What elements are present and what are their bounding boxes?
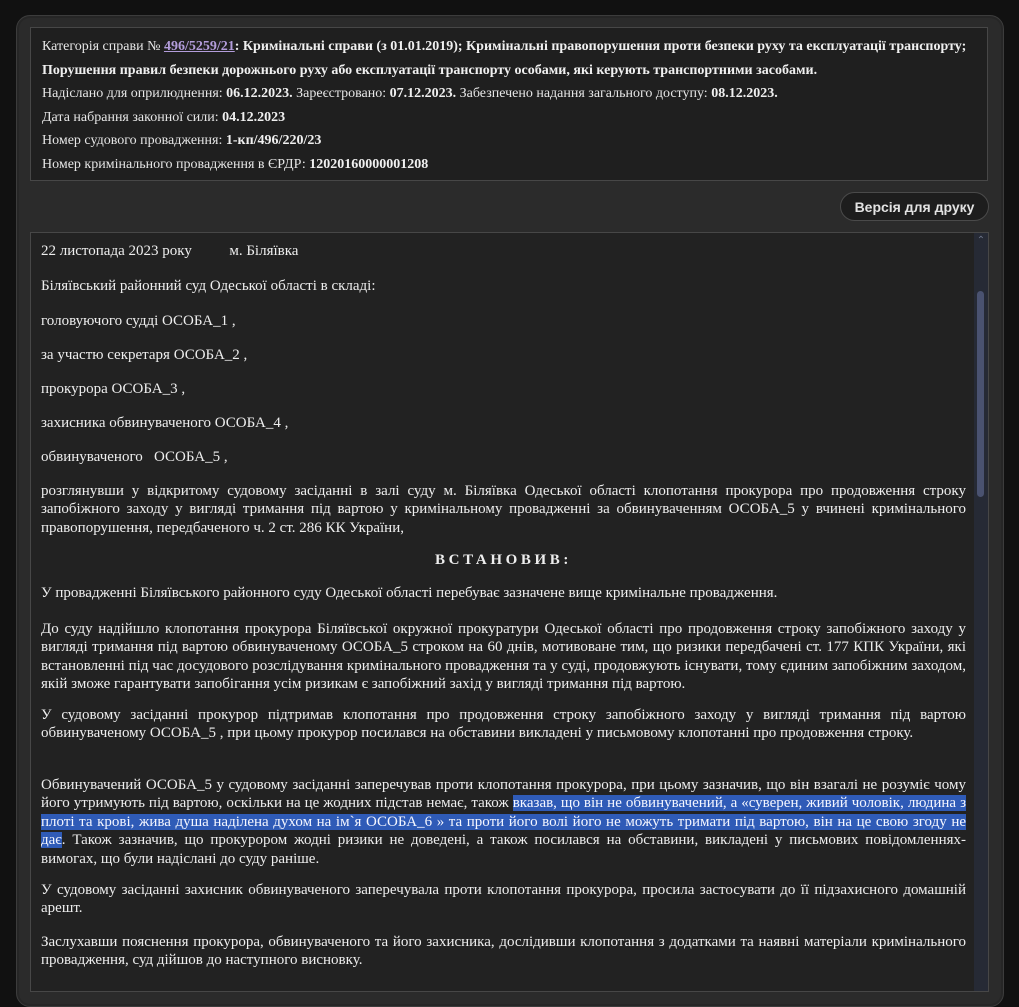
- prosecutor-line: прокурора ОСОБА_3 ,: [41, 381, 186, 397]
- paragraph-6: Заслухавши пояснення прокурора, обвинуваченого та його захисника, дослідивши клопотання з додатками та наявні матеріали кримінального провадження, суд дійшов до наступного висновку.: [41, 934, 966, 969]
- case-category: Категорія справи № 496/5259/21: Кримінальні справи (з 01.01.2019); Кримінальні правопорушення проти безпеки руху та експлуатації транспорту;: [42, 39, 967, 54]
- accused-line: обвинуваченого ОСОБА_5 ,: [41, 449, 228, 465]
- proceeding-number: Номер судового провадження: 1-кп/496/220/23: [42, 133, 322, 149]
- print-version-button[interactable]: Версія для друку: [840, 192, 989, 221]
- effective-date: Дата набрання законної сили: 04.12.2023: [42, 109, 286, 125]
- paragraph-4: Обвинувачений ОСОБА_5 у судовому засіданні заперечував проти клопотання прокурора, при цьому зазначив, що він взагалі не розуміє чому його утримують під вартою, оскільки на це жодних підстав немає, також вказав, що він не обвинувачений, а «суверен, живий чоловік, людина з плоті та крові, жива душа наділена духом на ім`я ОСОБА_6 » та проти його волі його не можуть тримати під вартою, він на це свою згоду не дає. Також зазначив, що прокурором жодні ризики не доведені, а також посилався на обставини, викладені у письмових повідомленнях-вимогах, що були надіслані до суду раніше.: [41, 777, 966, 867]
- case-dates: Надіслано для оприлюднення: 06.12.2023. Зареєстровано: 07.12.2023. Забезпечено надання загального доступу: 08.12.2023.: [42, 86, 778, 102]
- considered-paragraph: розглянувши у відкритому судовому засіданні в залі суду м. Біляївка Одеської області клопотання прокурора про продовження строку запобіжного заходу у вигляді тримання під вартою у кримінальному провадженні за обвинуваченням ОСОБА_5 у вчинені кримінального правопорушення, передбаченого ч. 2 ст. 286 КК України,: [41, 483, 966, 536]
- court-line: Біляївський районний суд Одеської області в складі:: [41, 278, 376, 294]
- document-scrollbar[interactable]: [974, 233, 988, 991]
- case-number-link[interactable]: 496/5259/21: [163, 39, 235, 54]
- erdr-number: Номер кримінального провадження в ЄРДР: 12020160000001208: [42, 156, 429, 172]
- defender-line: захисника обвинуваченого ОСОБА_4 ,: [41, 415, 289, 431]
- selected-text[interactable]: вказав, що він не обвинувачений, а «суверен, живий чоловік, людина з плоті та крові, жива душа наділена духом на ім`я ОСОБА_6 » та проти його волі його не можуть тримати під вартою, він на це свою згоду не дає: [41, 795, 966, 849]
- document-viewer[interactable]: [30, 232, 989, 992]
- paragraph-2: До суду надійшло клопотання прокурора Біляївської окружної прокуратури Одеської області про продовження строку запобіжного заходу у вигляді тримання під вартою обвинуваченому ОСОБА_5 строком на 60 днів, мотивоване тим, що ризики передбачені ст. 177 КПК України, які встановленні під час досудового розслідування кримінального провадження та у суді, продовжують існувати, тому єдиним запобіжним заходом, якій зможе гарантувати запобігання усім ризикам є запобіжний захід у вигляді тримання під вартою.: [41, 621, 966, 693]
- case-info-panel: [30, 27, 988, 181]
- paragraph-5: У судовому засіданні захисник обвинуваченого заперечувала проти клопотання прокурора, просила застосувати до її підзахисного домашній арешт.: [41, 882, 966, 917]
- chevron-up-icon[interactable]: ⌃: [976, 235, 986, 246]
- section-heading: ВСТАНОВИВ:: [435, 552, 572, 568]
- date-place-line: 22 листопада 2023 року м. Біляївка: [41, 243, 299, 259]
- paragraph-1: У провадженні Біляївського районного суду Одеської області перебуває зазначене вище кримінальне провадження.: [41, 585, 778, 601]
- case-category-detail: Порушення правил безпеки дорожнього руху або експлуатації транспорту особами, які керують транспортними засобами.: [42, 62, 818, 78]
- secretary-line: за участю секретаря ОСОБА_2 ,: [41, 347, 248, 363]
- scrollbar-thumb[interactable]: [977, 291, 984, 497]
- judge-line: головуючого судді ОСОБА_1 ,: [41, 313, 236, 329]
- paragraph-3: У судовому засіданні прокурор підтримав клопотання про продовження строку запобіжного заходу у вигляді тримання під вартою обвинуваченому ОСОБА_5 , при цьому прокурор посилався на обставини викладені у письмовому клопотанні про продовження строку.: [41, 707, 966, 742]
